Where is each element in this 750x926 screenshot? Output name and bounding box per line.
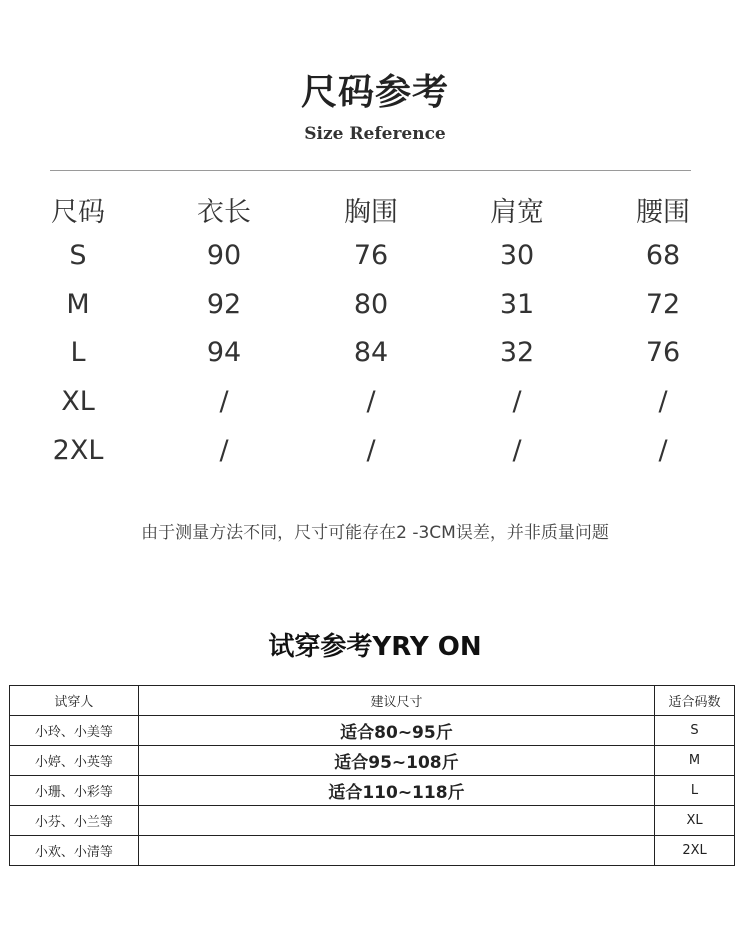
fit-size-cell: L xyxy=(655,776,735,806)
table-row xyxy=(10,806,735,836)
shoulder-cell: / xyxy=(512,386,522,417)
length-cell: / xyxy=(219,386,229,417)
table-row xyxy=(10,836,735,866)
page-subtitle: Size Reference xyxy=(304,124,446,144)
wearer-cell: 小欢、小清等 xyxy=(10,836,139,866)
size-table-header xyxy=(0,190,750,238)
waist-cell: 76 xyxy=(645,337,681,368)
waist-cell: 72 xyxy=(645,289,681,320)
fit-table-header xyxy=(10,686,735,716)
column-header: 衣长 xyxy=(197,197,251,228)
size-cell: S xyxy=(69,240,87,271)
table-row xyxy=(10,746,735,776)
chest-cell: 84 xyxy=(353,337,389,368)
fit-reference-table xyxy=(9,685,735,866)
size-cell: M xyxy=(66,289,90,320)
fit-size-cell: M xyxy=(655,746,735,776)
divider xyxy=(50,170,691,171)
chest-cell: / xyxy=(366,386,376,417)
length-cell: 92 xyxy=(206,289,242,320)
waist-cell: / xyxy=(658,435,668,466)
size-cell: L xyxy=(70,337,86,368)
suggestion-cell: 适合110~118斤 xyxy=(138,776,654,806)
wearer-cell: 小玲、小美等 xyxy=(10,716,139,746)
wearer-cell: 小芬、小兰等 xyxy=(10,806,139,836)
shoulder-cell: 31 xyxy=(499,289,535,320)
fit-size-cell: 2XL xyxy=(655,836,735,866)
fit-size-cell: S xyxy=(655,716,735,746)
size-cell: 2XL xyxy=(52,435,104,466)
shoulder-cell: / xyxy=(512,435,522,466)
length-cell: 90 xyxy=(206,240,242,271)
table-row xyxy=(0,289,750,337)
measurement-note: 由于测量方法不同，尺寸可能存在2 -3CM误差，并非质量问题 xyxy=(141,523,609,543)
column-header: 胸围 xyxy=(344,197,398,228)
page-title: 尺码参考 xyxy=(300,72,449,113)
table-row xyxy=(0,337,750,385)
suggestion-cell: 适合80~95斤 xyxy=(138,716,654,746)
column-header: 腰围 xyxy=(636,197,690,228)
column-header: 建议尺寸 xyxy=(138,686,654,716)
chest-cell: 76 xyxy=(353,240,389,271)
table-row xyxy=(10,776,735,806)
suggestion-cell xyxy=(138,836,654,866)
chest-cell: 80 xyxy=(353,289,389,320)
fit-size-cell: XL xyxy=(655,806,735,836)
size-cell: XL xyxy=(61,386,95,417)
table-row xyxy=(10,716,735,746)
shoulder-cell: 30 xyxy=(499,240,535,271)
wearer-cell: 小珊、小彩等 xyxy=(10,776,139,806)
length-cell: 94 xyxy=(206,337,242,368)
waist-cell: 68 xyxy=(645,240,681,271)
suggestion-cell: 适合95~108斤 xyxy=(138,746,654,776)
column-header: 尺码 xyxy=(51,197,105,228)
column-header: 试穿人 xyxy=(10,686,139,716)
table-row xyxy=(0,435,750,483)
fit-section-title: 试穿参考YRY ON xyxy=(268,632,482,662)
chest-cell: / xyxy=(366,435,376,466)
suggestion-cell xyxy=(138,806,654,836)
column-header: 适合码数 xyxy=(655,686,735,716)
table-row xyxy=(0,386,750,434)
wearer-cell: 小婷、小英等 xyxy=(10,746,139,776)
waist-cell: / xyxy=(658,386,668,417)
table-row xyxy=(0,240,750,288)
column-header: 肩宽 xyxy=(490,197,544,228)
shoulder-cell: 32 xyxy=(499,337,535,368)
length-cell: / xyxy=(219,435,229,466)
